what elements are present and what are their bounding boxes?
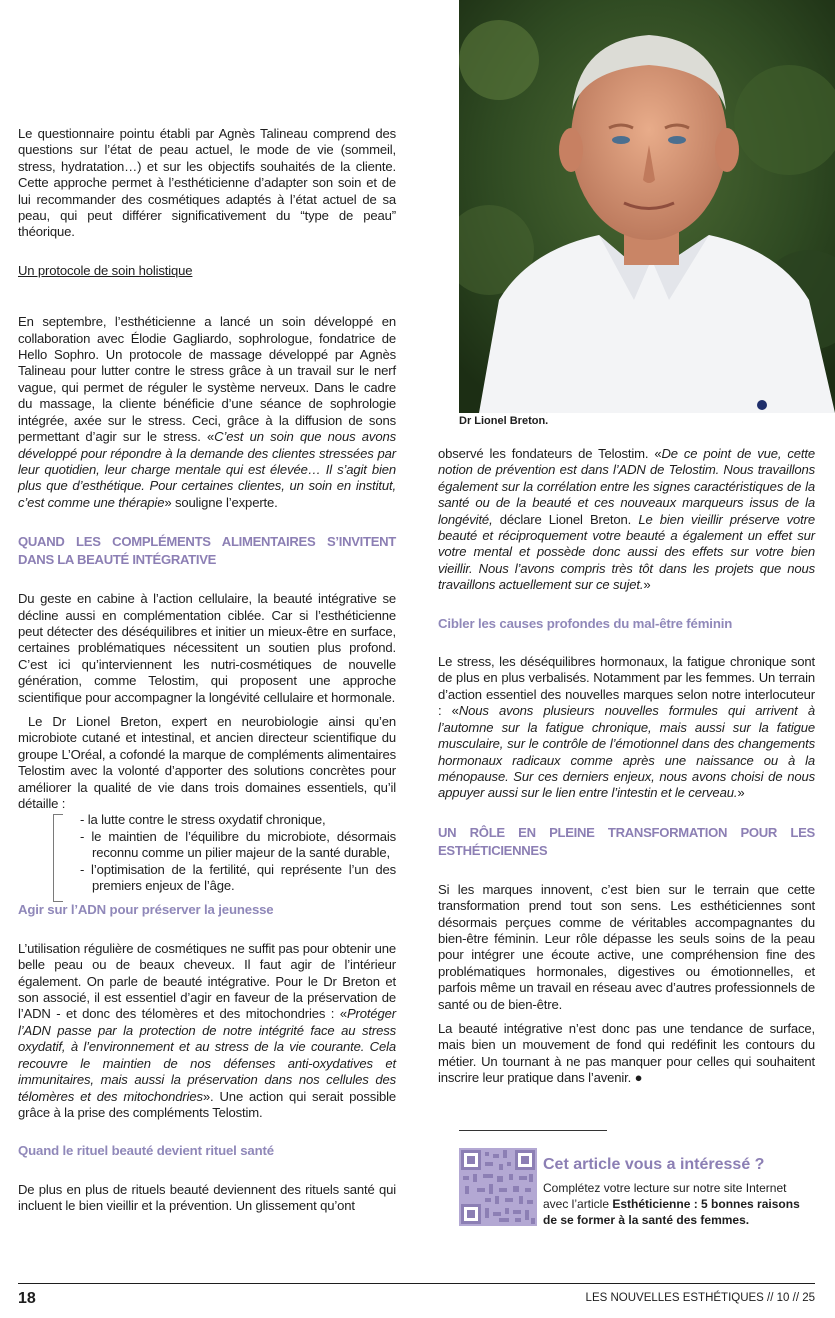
- role-paragraph-1: Si les marques innovent, c’est bien sur le terrain que cette transformation prend tout son sens. Les esthéticiennes sont désormais perçues comme de véritables accompagnantes du bien-être féminin. Leur rôle dépasse les seuls soins de la peau pour intégrer une écoute active, une compréhension fine des problématiques hormonales, digestives ou émotionnelles, et parfois même un travail en réseau avec d’autres professionnels de santé ou de bien-être.: [438, 881, 815, 1012]
- magazine-issue: LES NOUVELLES ESTHÉTIQUES // 10 // 25: [585, 1292, 815, 1304]
- portrait-photo: [459, 0, 835, 413]
- continuation-paragraph: observé les fondateurs de Telostim. «De ce point de vue, cette notion de prévention est dans l’ADN de Telostim. Nous travaillons également sur la corrélation entre les signes caractéristiques de la santé ou de la beauté et ces nouveaux marqueurs issus de la longévité, déclare Lionel Breton. Le bien vieillir préserve votre beauté et réciproquement votre beauté a également un effet sur votre mental et possède donc aussi des effets sur votre bien vieillir. Nous l’avons compris très tôt dans les projets que nous travaillons actuellement sur ce sujet.»: [438, 446, 815, 593]
- adn-paragraph: L’utilisation régulière de cosmétiques ne suffit pas pour obtenir une belle peau ou de beaux cheveux. Il faut agir de l’intérieur également. On parle de beauté intégrative. Pour le Dr Breton et son associé, il est essentiel d’agir en faveur de la préservation de l’ADN - et donc des télomères et des mitochondries : «Protéger l’ADN passe par la protection de notre intégrité face au stress oxydatif, à l’environnement et au stress de la vie courante. Cela recouvre le maintien de nos défenses anti-oxydatives et immunitaires, mais aussi la préservation dans nos cellules des télomères et des mitochondries». Une action qui serait possible grâce à la prise des compléments Telostim.: [18, 940, 396, 1120]
- bullet-item: - la lutte contre le stress oxydatif chronique,: [80, 812, 326, 828]
- bullet-item: - l’optimisation de la fertilité, qui représente l’un des premiers enjeux de l’âge.: [80, 861, 396, 894]
- photo-caption: Dr Lionel Breton.: [459, 415, 549, 427]
- role-heading: UN RÔLE EN PLEINE TRANSFORMATION POUR LES ESTHÉTICIENNES: [438, 824, 815, 858]
- qr-code-icon[interactable]: [459, 1148, 537, 1226]
- right-column: [438, 446, 815, 1087]
- protocol-heading: Un protocole de soin holistique: [18, 262, 193, 278]
- adn-heading: Agir sur l’ADN pour préserver la jeunesse: [18, 902, 274, 918]
- bullet-list: [72, 812, 396, 894]
- cta-title: Cet article vous a intéressé ?: [543, 1156, 765, 1173]
- complements-heading: QUAND LES COMPLÉMENTS ALIMENTAIRES S’INVITENT DANS LA BEAUTÉ INTÉGRATIVE: [18, 534, 396, 568]
- protocol-paragraph: En septembre, l’esthéticienne a lancé un soin développé en collaboration avec Élodie Gagliardo, sophrologue, fondatrice de Hello Sophro. Un protocole de massage développé par Agnès Talineau pour lutter contre le stress grâce à un travail sur le nerf vague, qui permet de réguler le système nerveux. Dans le cadre du massage, la cliente bénéficie d’une séance de sophrologie intégrée, axée sur le stress. Ceci, grâce à la diffusion de sons permettant d’agir sur le stress. «C’est un soin que nous avons développé pour répondre à la demande des clientes stressées par leur quotidien, leur charge mentale qui est élevée… Il s’agit bien plus que d’esthétique. Pour certaines clientes, un soin en institut, c’est comme une thérapie» souligne l’experte.: [18, 314, 396, 510]
- footer-divider: [18, 1283, 815, 1284]
- intro-paragraph: Le questionnaire pointu établi par Agnès Talineau comprend des questions sur l’état de peau actuel, le mode de vie (sommeil, stress, hydratation…) et sur les objectifs souhaités de la cliente. Cette approche permet à l’esthéticienne d’adapter son soin et de lui recommander des cosmétiques adaptés à l’état actuel de sa peau, qui peut différer significativement du “type de peau” théorique.: [18, 126, 396, 240]
- cta-divider: [459, 1130, 607, 1131]
- bullet-item: - le maintien de l’équilibre du microbiote, désormais reconnu comme un pilier majeur de la santé durable,: [80, 828, 396, 861]
- left-column: [18, 126, 396, 1215]
- causes-heading: Cibler les causes profondes du mal-être féminin: [438, 615, 733, 631]
- cta-text: Complétez votre lecture sur notre site Internet avec l’article Esthéticienne : 5 bonnes raisons de se former à la santé des femmes.: [543, 1181, 800, 1227]
- portrait-illustration: [459, 0, 835, 413]
- bracket-decoration: [53, 814, 63, 902]
- rituel-heading: Quand le rituel beauté devient rituel santé: [18, 1143, 274, 1159]
- role-paragraph-2: La beauté intégrative n’est donc pas une tendance de surface, mais bien un mouvement de fond qui redéfinit les contours du métier. Un tournant à ne pas manquer pour celles qui souhaitent inscrire leur pratique dans l’avenir. ●: [438, 1020, 815, 1086]
- causes-paragraph: Le stress, les déséquilibres hormonaux, la fatigue chronique sont de plus en plus verbalisés. Notamment par les femmes. Un terrain d’action essentiel des nouvelles marques selon notre interlocuteur : «Nous avons plusieurs nouvelles formules qui arrivent à l’automne sur la fatigue chronique, mais aussi sur la fatigue musculaire, sur le contrôle de l’émotionnel dans des changements hormonaux radicaux comme après une naissance ou à la ménopause. Sur ces derniers enjeux, nous avons choisi de nous appuyer aussi sur le lien entre l’intestin et le cerveau.»: [438, 654, 815, 801]
- complements-paragraph-2: Le Dr Lionel Breton, expert en neurobiologie ainsi qu’en microbiote cutané et intestinal, et ancien directeur scientifique du groupe L’Oréal, a cofondé la marque de compléments alimentaires Telostim avec la volonté d’apporter des solutions concrètes pour améliorer la qualité de vie dans trois domaines essentiels, qu’il détaille :: [18, 713, 396, 811]
- complements-paragraph-1: Du geste en cabine à l’action cellulaire, la beauté intégrative se décline aussi en complémentation ciblée. Car si l’esthéticienne peut détecter des déséquilibres et initier un mieux-être en surface, certaines problématiques nécessitent un soutien plus profond. C’est ici qu’interviennent les nutri-cosmétiques de nouvelle génération, comme Telostim, qui proposent une approche scientifique pour accompagner la longévité cellulaire et hormonale.: [18, 591, 396, 705]
- cta-article-link[interactable]: Esthéticienne : 5 bonnes raisons de se former à la santé des femmes.: [543, 1197, 800, 1227]
- rituel-paragraph: De plus en plus de rituels beauté deviennent des rituels santé qui incluent le bien vieillir et la prévention. Un glissement qu’ont: [18, 1181, 396, 1214]
- page-number: 18: [18, 1290, 36, 1307]
